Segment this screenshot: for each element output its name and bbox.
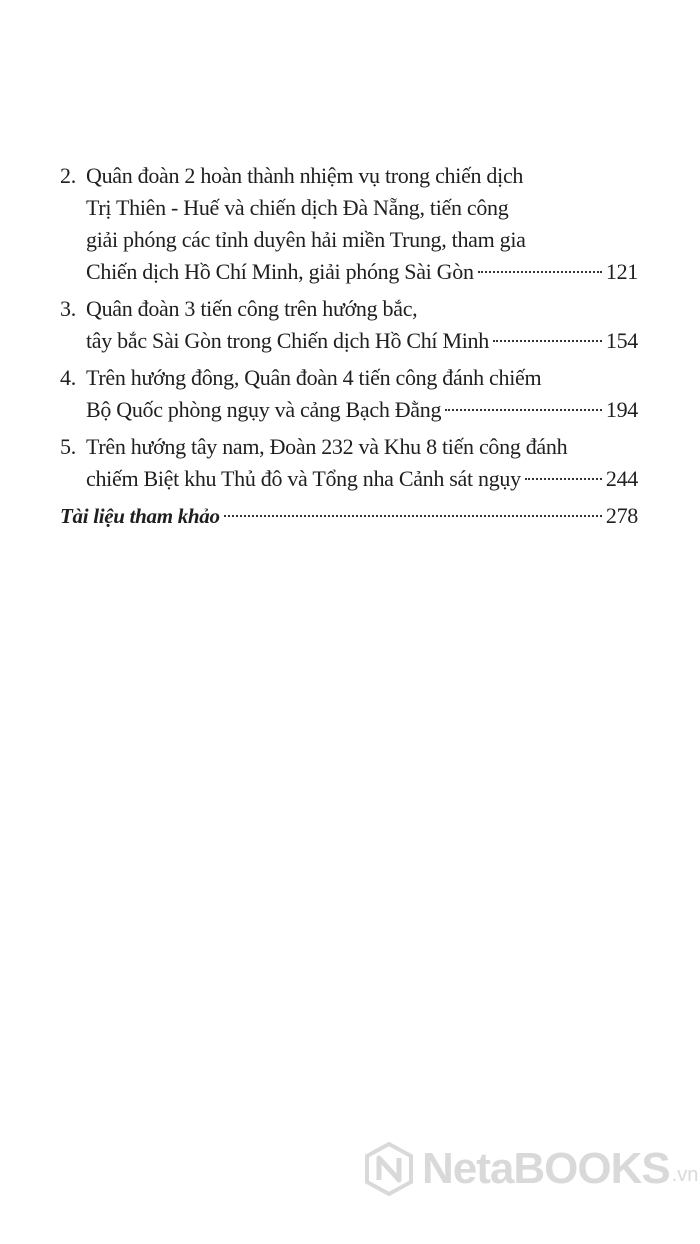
watermark (362, 1142, 698, 1196)
entry-line: Trên hướng tây nam, Đoàn 232 và Khu 8 tiến công đánh (86, 434, 568, 459)
page-number: 244 (605, 466, 638, 491)
entry-last-line (60, 394, 638, 426)
watermark-suffix: .vn (671, 1163, 699, 1186)
entry-last-line (60, 463, 638, 495)
entry-last-line (60, 500, 638, 532)
entry-line: Trị Thiên - Huế và chiến dịch Đà Nẵng, tiến công (86, 195, 509, 220)
page-number: 154 (605, 328, 638, 353)
entry-line: tây bắc Sài Gòn trong Chiến dịch Hồ Chí Minh (86, 328, 489, 353)
references-label: Tài liệu tham khảo (60, 504, 220, 528)
entry-last-line (60, 325, 638, 357)
entry-line: giải phóng các tỉnh duyên hải miền Trung, tham gia (86, 227, 526, 252)
entry-last-line (60, 256, 638, 288)
dot-leader (445, 409, 602, 411)
page-number: 121 (605, 259, 638, 284)
toc-entry-3[interactable] (60, 293, 638, 357)
toc-entry-references[interactable] (60, 500, 638, 532)
dot-leader (493, 340, 602, 342)
toc-entry-5[interactable] (60, 431, 638, 495)
page-number: 278 (605, 503, 638, 528)
entry-number: 3. (60, 296, 76, 321)
entry-line: Quân đoàn 3 tiến công trên hướng bắc, (86, 296, 418, 321)
dot-leader (525, 478, 602, 480)
toc-entry-4[interactable] (60, 362, 638, 426)
watermark-brand: NetaBOOKS (422, 1144, 670, 1193)
entry-line: Chiến dịch Hồ Chí Minh, giải phóng Sài Gòn (86, 259, 474, 284)
dot-leader (478, 271, 602, 273)
entry-line: Bộ Quốc phòng ngụy và cảng Bạch Đằng (86, 397, 442, 422)
toc-entry-2[interactable] (60, 160, 638, 288)
entry-number: 2. (60, 163, 76, 188)
entry-number: 5. (60, 434, 76, 459)
table-of-contents (60, 160, 638, 537)
dot-leader (224, 515, 602, 517)
entry-line: Trên hướng đông, Quân đoàn 4 tiến công đánh chiếm (86, 365, 542, 390)
page-number: 194 (605, 397, 638, 422)
entry-line: Quân đoàn 2 hoàn thành nhiệm vụ trong chiến dịch (86, 163, 524, 188)
entry-line: chiếm Biệt khu Thủ đô và Tổng nha Cảnh sát ngụy (86, 466, 521, 491)
netabooks-logo-icon (362, 1142, 416, 1196)
entry-number: 4. (60, 365, 76, 390)
